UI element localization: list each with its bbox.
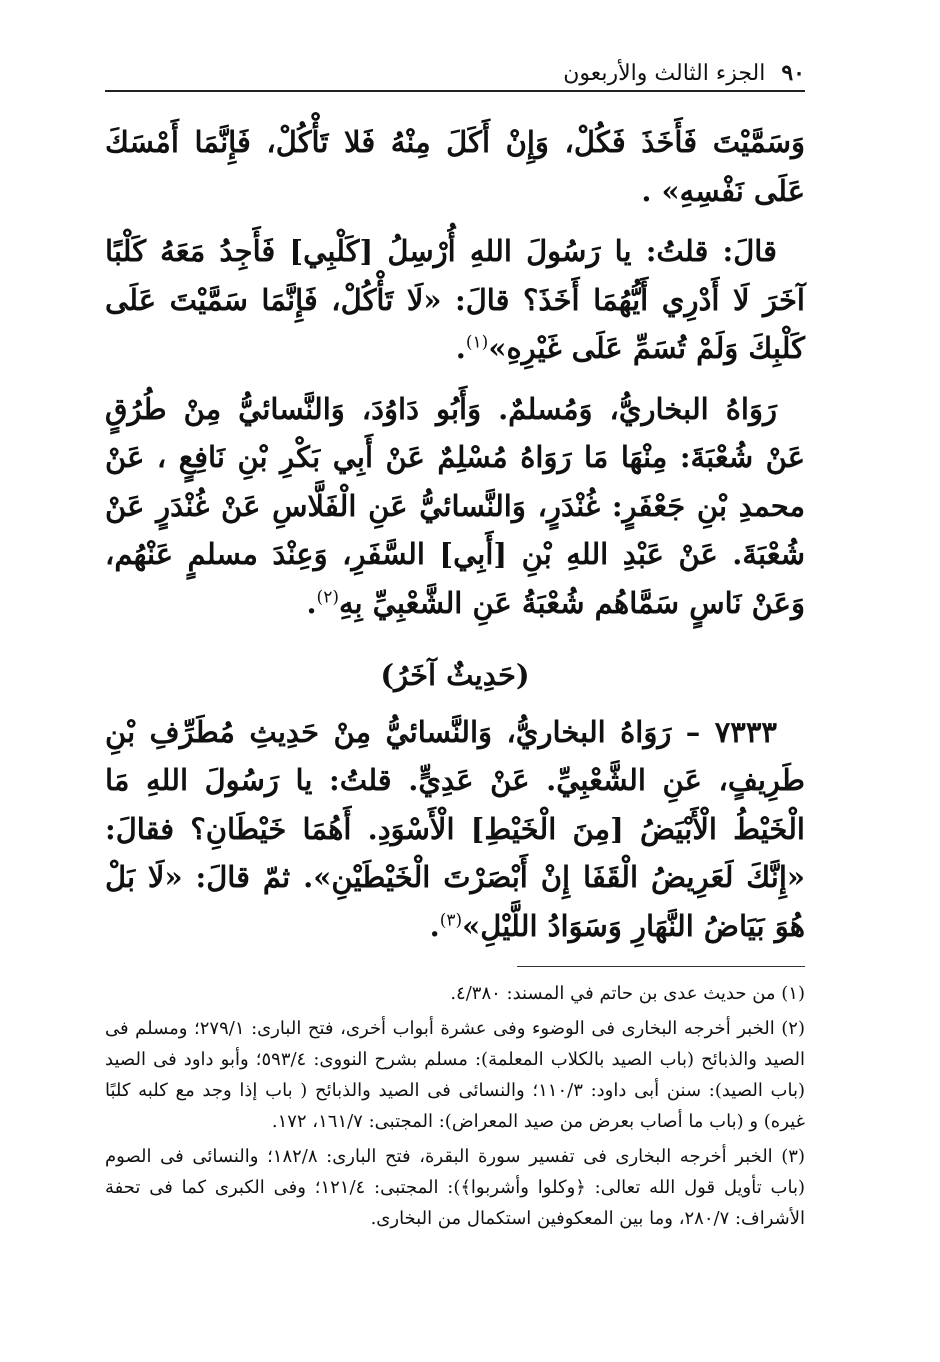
footnote-ref-1: (١) [465,332,489,353]
footnote-ref-3: (٣) [439,909,463,930]
paragraph-4-text: ٧٣٣٣ – رَوَاهُ البخاريُّ، وَالنَّسائيُّ مِنْ حَدِيثِ مُطَرِّفِ بْنِ طَرِيفٍ، عَنِ الشَّعْبِيِّ. عَنْ عَدِيٍّ. قلتُ: يا رَسُولَ اللهِ مَا الْخَيْطُ الْأَبْيَضُ [مِنَ الْخَيْطِ] الْأَسْوَدِ. أَهُمَا خَيْطَانِ؟ فقالَ: «إِنَّكَ لَعَرِيضُ الْقَفَا إِنْ أَبْصَرْتَ الْخَيْطَيْنِ». ثمّ قالَ: «لَا بَلْ هُوَ بَيَاضُ النَّهَارِ وَسَوَادُ اللَّيْلِ» [105,714,805,943]
footnote-3: (٣) الخبر أخرجه البخارى فى تفسير سورة البقرة، فتح البارى: ١٨٢/٨؛ والنسائى فى الصوم (باب تأويل قول الله تعالى: ﴿وكلوا وأشربوا﴾): المجتبى: ١٢١/٤؛ وفى الكبرى كما فى تحفة الأشراف: ٢٨٠/٧، وما بين المعكوفين استكمال من البخارى. [105,1146,806,1229]
paragraph-3-text: رَوَاهُ البخاريُّ، وَمُسلمٌ. وَأَبُو دَاوُدَ، وَالنَّسائيُّ مِنْ طُرُقٍ عَنْ شُعْبَةَ: مِنْهَا مَا رَوَاهُ مُسْلِمٌ عَنْ أَبِي بَكْرِ بْنِ نَافِعٍ ، عَنْ محمدِ بْنِ جَعْفَرٍ: غُنْدَرٍ، وَالنَّسائيُّ عَنِ الْفَلَّاسِ عَنْ غُنْدَرٍ عَنْ شُعْبَةَ. عَنْ عَبْدِ اللهِ بْنِ [أَبِي] السَّفَرِ، وَعِنْدَ مسلمٍ عَنْهُم، وَعَنْ نَاسٍ سَمَّاهُم شُعْبَةُ عَنِ الشَّعْبِيِّ بِهِ [105,391,805,620]
footnotes [105,978,805,1238]
footnote-ref-2: (٢) [316,586,339,607]
main-text [105,118,805,962]
footnote-separator [517,966,805,967]
running-header [105,50,805,92]
paragraph-3: رَوَاهُ البخاريُّ، وَمُسلمٌ. وَأَبُو دَاوُدَ، وَالنَّسائيُّ مِنْ طُرُقٍ عَنْ شُعْبَةَ: مِنْهَا مَا رَوَاهُ مُسْلِمٌ عَنْ أَبِي بَكْرِ بْنِ نَافِعٍ ، عَنْ محمدِ بْنِ جَعْفَرٍ: غُنْدَرٍ، وَالنَّسائيُّ عَنِ الْفَلَّاسِ عَنْ غُنْدَرٍ عَنْ شُعْبَةَ. عَنْ عَبْدِ اللهِ بْنِ [أَبِي] السَّفَرِ، وَعِنْدَ مسلمٍ عَنْهُم، وَعَنْ نَاسٍ سَمَّاهُم شُعْبَةُ عَنِ الشَّعْبِيِّ بِهِ$^{(٢)}$. [105,391,805,620]
section-heading: (حَدِيثٌ آخَرُ) [380,658,530,692]
paragraph-2-text: قالَ: قلتُ: يا رَسُولَ اللهِ أُرْسِلُ [كَلْبِي] فَأَجِدُ مَعَهُ كَلْبًا آخَرَ لَا أَدْرِي أَيُّهُمَا أَخَذَ؟ قالَ: «لَا تَأْكُلْ، فَإِنَّمَا سَمَّيْتَ عَلَى كَلْبِكَ وَلَمْ تُسَمِّ عَلَى غَيْرِهِ» [105,234,805,365]
paragraph-2: قالَ: قلتُ: يا رَسُولَ اللهِ أُرْسِلُ [كَلْبِي] فَأَجِدُ مَعَهُ كَلْبًا آخَرَ لَا أَدْرِي أَيُّهُمَا أَخَذَ؟ قالَ: «لَا تَأْكُلْ، فَإِنَّمَا سَمَّيْتَ عَلَى كَلْبِكَ وَلَمْ تُسَمِّ عَلَى غَيْرِهِ»$^{(١)}$. [105,234,805,365]
footnote-2: (٢) الخبر أخرجه البخارى فى الوضوء وفى عشرة أبواب أخرى، فتح البارى: ٢٧٩/١؛ ومسلم فى الصيد والذبائح (باب الصيد بالكلاب المعلمة): مسلم بشرح النووى: ٥٩٣/٤؛ وأبو داود فى الصيد (باب الصيد): سنن أبى داود: ١١٠/٣؛ والنسائى فى الصيد والذبائح ( باب إذا وجد مع كلبه كلبًا غيره) و (باب ما أصاب بعرض من صيد المعراض): المجتبى: ١٦١/٧، ١٧٢. [105,1018,805,1132]
paragraph-1: وَسَمَّيْتَ فَأَخَذَ فَكُلْ، وَإِنْ أَكَلَ مِنْهُ فَلا تَأْكُلْ، فَإِنَّمَا أَمْسَكَ عَلَى نَفْسِهِ» . [105,125,805,208]
header-title: الجزء الثالث والأربعون [563,61,766,86]
footnote-1: (١) من حديث عدى بن حاتم في المسند: ٤/٣٨٠. [450,983,805,1004]
paragraph-4: ٧٣٣٣ – رَوَاهُ البخاريُّ، وَالنَّسائيُّ مِنْ حَدِيثِ مُطَرِّفِ بْنِ طَرِيفٍ، عَنِ الشَّعْبِيِّ. عَنْ عَدِيٍّ. قلتُ: يا رَسُولَ اللهِ مَا الْخَيْطُ الْأَبْيَضُ [مِنَ الْخَيْطِ] الْأَسْوَدِ. أَهُمَا خَيْطَانِ؟ فقالَ: «إِنَّكَ لَعَرِيضُ الْقَفَا إِنْ أَبْصَرْتَ الْخَيْطَيْنِ». ثمّ قالَ: «لَا بَلْ هُوَ بَيَاضُ النَّهَارِ وَسَوَادُ اللَّيْلِ»$^{(٣)}$. [105,714,805,943]
page-number: ٩٠ [781,60,805,86]
